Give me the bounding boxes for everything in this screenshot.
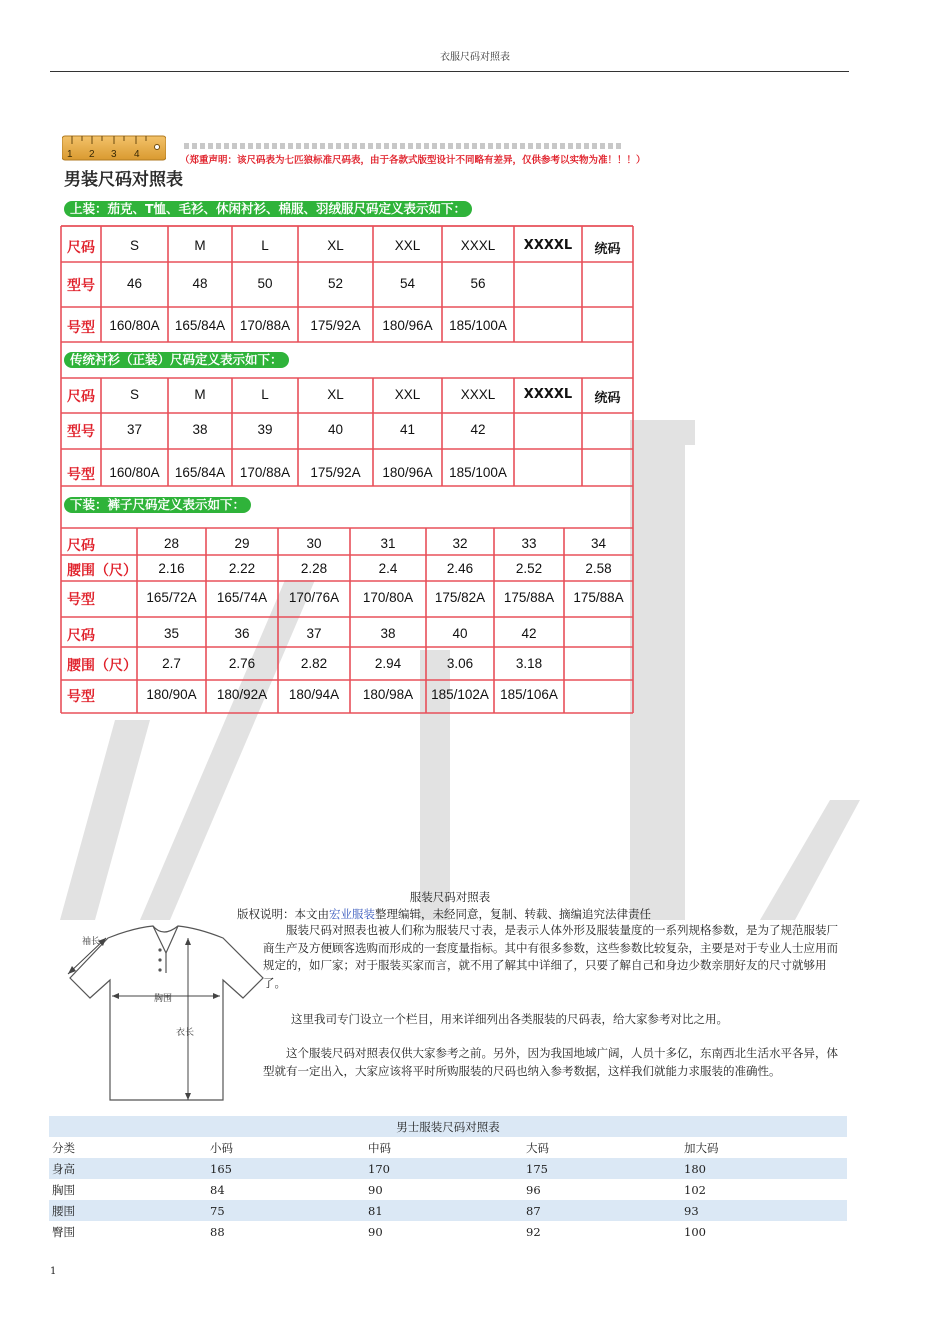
pants-cell: 30 (306, 536, 322, 551)
tops-cell: XXXXL (523, 238, 573, 253)
table-cell: 84 (210, 1182, 225, 1197)
pants-cell: 2.16 (158, 561, 185, 576)
copyright-notice (237, 906, 651, 922)
copyright-suffix: 整理编辑，未经同意，复制、转载、摘编追究法律责任 (375, 907, 651, 921)
shirts-cell: S (129, 387, 139, 402)
pants-cell: 180/92A (216, 687, 268, 702)
pants-row-label: 尺码 (67, 628, 95, 644)
table-cell: 88 (210, 1224, 225, 1239)
pants-cell: 2.22 (228, 561, 256, 576)
tops-cell: 统码 (594, 242, 621, 257)
pants-cell: 37 (306, 626, 322, 641)
page-number: 1 (50, 1266, 57, 1277)
shirts-caption: 传统衬衫（正装）尺码定义表示如下： (64, 352, 289, 368)
article-title: 服装尺码对照表 (409, 890, 491, 904)
pants-cell: 185/106A (500, 687, 558, 702)
tops-cell: 48 (192, 276, 208, 291)
shirts-cell: 37 (126, 422, 143, 437)
tops-cell: M (194, 238, 206, 253)
table-row (49, 1179, 847, 1200)
pants-cell: 3.06 (446, 656, 474, 671)
sleeve-label: 袖长 (82, 937, 101, 947)
row-label: 身高 (49, 1158, 207, 1179)
copyright-prefix: 版权说明：本文由 (237, 907, 329, 921)
pants-cell: 2.58 (585, 561, 612, 576)
table-cell: 165 (207, 1158, 365, 1179)
pants-cell: 33 (521, 536, 537, 551)
table-row (49, 1158, 847, 1179)
table-cell: 102 (684, 1182, 706, 1197)
shirts-cell: 180/96A (382, 465, 433, 480)
pants-row-label: 尺码 (67, 538, 95, 554)
tops-cell: 46 (126, 276, 143, 291)
pants-cell: 165/74A (216, 590, 268, 605)
shirts-cell: L (261, 387, 269, 402)
shirts-cell: M (194, 387, 206, 402)
tops-cell: 180/96A (382, 318, 433, 333)
shirts-cell: 38 (192, 422, 208, 437)
tops-cell: 160/80A (109, 318, 160, 333)
men-table-caption: 男士服装尺码对照表 (49, 1116, 847, 1137)
shirts-row-label: 尺码 (67, 389, 95, 405)
pants-cell: 2.7 (162, 656, 181, 671)
pants-cell: 2.28 (300, 561, 328, 576)
shirts-cell: XL (327, 387, 344, 402)
pants-cell: 180/94A (288, 687, 340, 702)
pants-row-label: 号型 (67, 592, 95, 608)
shirts-cell: XXXXL (523, 387, 573, 402)
pants-cell: 175/88A (573, 590, 624, 605)
pants-cell: 34 (590, 536, 607, 551)
column-paragraph: 这里我司专门设立一个栏目，用来详细列出各类服装的尺码表，给大家参考对比之用。 (291, 1012, 728, 1026)
tops-cell: XXL (394, 238, 421, 253)
shirts-cell: 统码 (594, 391, 621, 406)
tops-cell: 165/84A (174, 318, 226, 333)
page-header-title: 衣服尺码对照表 (440, 52, 510, 63)
table-row (49, 1200, 847, 1221)
pants-caption: 下装：裤子尺码定义表示如下： (64, 497, 251, 513)
pants-cell: 2.82 (300, 656, 328, 671)
pants-row-label: 腰围（尺） (67, 658, 137, 674)
pants-cell: 35 (163, 626, 180, 641)
intro-paragraph: 服装尺码对照表也被人们称为服装尺寸表，是表示人体外形及服装量度的一系列规格参数，是为了规范服装厂商生产及方便顾客选购而形成的一套度量指标。其中有很多参数，这些参数比较复杂，主要是对于专业人士应用而规定的，如厂家；对于服装买家而言，就不用了解其中详细了，只要了解自己和身边少数亲朋好友的尺寸就够用了。 (263, 923, 838, 990)
table-cell: 75 (207, 1200, 365, 1221)
table-cell: 93 (681, 1200, 847, 1221)
table-row (49, 1221, 847, 1242)
tops-cell: XXXL (460, 238, 496, 253)
table-cell: 90 (368, 1182, 383, 1197)
table-cell: 87 (523, 1200, 681, 1221)
ruler-number: 1 (67, 149, 73, 160)
tops-caption: 上装：茄克、T恤、毛衫、休闲衬衫、棉服、羽绒服尺码定义表示如下： (64, 201, 472, 217)
polo-shirt-diagram (48, 918, 278, 1108)
pants-cell: 2.94 (374, 656, 402, 671)
table-cell: 96 (526, 1182, 541, 1197)
men-size-table (49, 1116, 847, 1242)
row-label: 腰围 (49, 1200, 207, 1221)
table-cell: 92 (526, 1224, 541, 1239)
shirts-row-label: 型号 (67, 424, 95, 440)
chest-label: 胸围 (154, 994, 173, 1004)
pants-cell: 29 (234, 536, 250, 551)
pants-cell: 175/82A (434, 590, 486, 605)
source-link[interactable]: 宏业服装 (329, 907, 375, 921)
pants-cell: 170/76A (288, 590, 340, 605)
table-cell: 180 (681, 1158, 847, 1179)
pants-cell: 2.46 (446, 561, 474, 576)
tops-cell: 56 (470, 276, 486, 291)
tops-cell: XL (327, 238, 344, 253)
shirts-cell: XXL (394, 387, 421, 402)
tops-cell: 170/88A (239, 318, 291, 333)
table-cell: 175 (523, 1158, 681, 1179)
size-chart-title: 男装尺码对照表 (64, 170, 183, 190)
row-label: 胸围 (52, 1182, 75, 1197)
disclaimer-text: （郑重声明：该尺码表为七匹狼标准尺码表，由于各款式版型设计不同略有差异，仅供参考以实物为准！！！） (180, 155, 646, 166)
shirts-row-label: 号型 (67, 467, 95, 483)
table-cell: 100 (684, 1224, 706, 1239)
ruler-number: 2 (89, 149, 95, 160)
pants-cell: 2.76 (228, 656, 256, 671)
pants-cell: 2.4 (378, 561, 398, 576)
pants-cell: 2.52 (515, 561, 543, 576)
shirts-cell: 42 (470, 422, 486, 437)
pants-cell: 175/88A (503, 590, 555, 605)
tops-cell: 50 (257, 276, 273, 291)
shirts-cell: 170/88A (239, 465, 291, 480)
table-cell: 81 (365, 1200, 523, 1221)
tops-cell: 175/92A (310, 318, 361, 333)
pants-row-label: 腰围（尺） (67, 563, 137, 579)
pants-cell: 42 (521, 626, 537, 641)
pants-cell: 185/102A (431, 687, 489, 702)
pants-cell: 165/72A (146, 590, 197, 605)
note-paragraph: 这个服装尺码对照表仅供大家参考之前。另外，因为我国地域广阔，人员十多亿，东南西北生活水平各异，体型就有一定出入，大家应该将平时所购服装的尺码也纳入参考数据，这样我们就能力求服装的准确性。 (263, 1046, 838, 1078)
row-label: 臀围 (52, 1224, 75, 1239)
pants-cell: 180/98A (362, 687, 414, 702)
shirts-cell: 41 (399, 422, 416, 437)
shirts-cell: 185/100A (449, 465, 507, 480)
header-cell: 大码 (526, 1140, 549, 1155)
header-cell: 小码 (210, 1140, 233, 1155)
length-label: 衣长 (176, 1028, 195, 1038)
tops-cell: 185/100A (449, 318, 507, 333)
pants-cell: 28 (163, 536, 180, 551)
header-cell: 分类 (52, 1140, 75, 1155)
header-cell: 加大码 (684, 1140, 719, 1155)
ruler-number: 4 (134, 149, 140, 160)
shirts-cell: XXXL (460, 387, 496, 402)
shirts-cell: 175/92A (310, 465, 361, 480)
pants-cell: 38 (380, 626, 396, 641)
pants-cell: 180/90A (146, 687, 197, 702)
pants-cell: 31 (380, 536, 396, 551)
tops-cell: 54 (399, 276, 416, 291)
shirts-cell: 160/80A (109, 465, 160, 480)
tops-cell: S (129, 238, 139, 253)
shirts-cell: 39 (257, 422, 273, 437)
tops-cell: 52 (327, 276, 344, 291)
header-cell: 中码 (368, 1140, 391, 1155)
pants-cell: 170/80A (362, 590, 414, 605)
pants-cell: 40 (452, 626, 468, 641)
tops-row-label: 型号 (67, 278, 95, 294)
pants-row-label: 号型 (67, 689, 95, 705)
tops-cell: L (261, 238, 269, 253)
pants-cell: 32 (452, 536, 468, 551)
shirts-cell: 40 (327, 422, 344, 437)
tops-row-label: 号型 (67, 320, 95, 336)
table-cell: 90 (368, 1224, 383, 1239)
shirts-cell: 165/84A (174, 465, 226, 480)
pants-cell: 3.18 (515, 656, 543, 671)
men-table-header (49, 1137, 847, 1158)
table-cell: 170 (365, 1158, 523, 1179)
tops-row-label: 尺码 (67, 240, 95, 256)
pants-cell: 36 (234, 626, 250, 641)
ruler-number: 3 (111, 149, 117, 160)
